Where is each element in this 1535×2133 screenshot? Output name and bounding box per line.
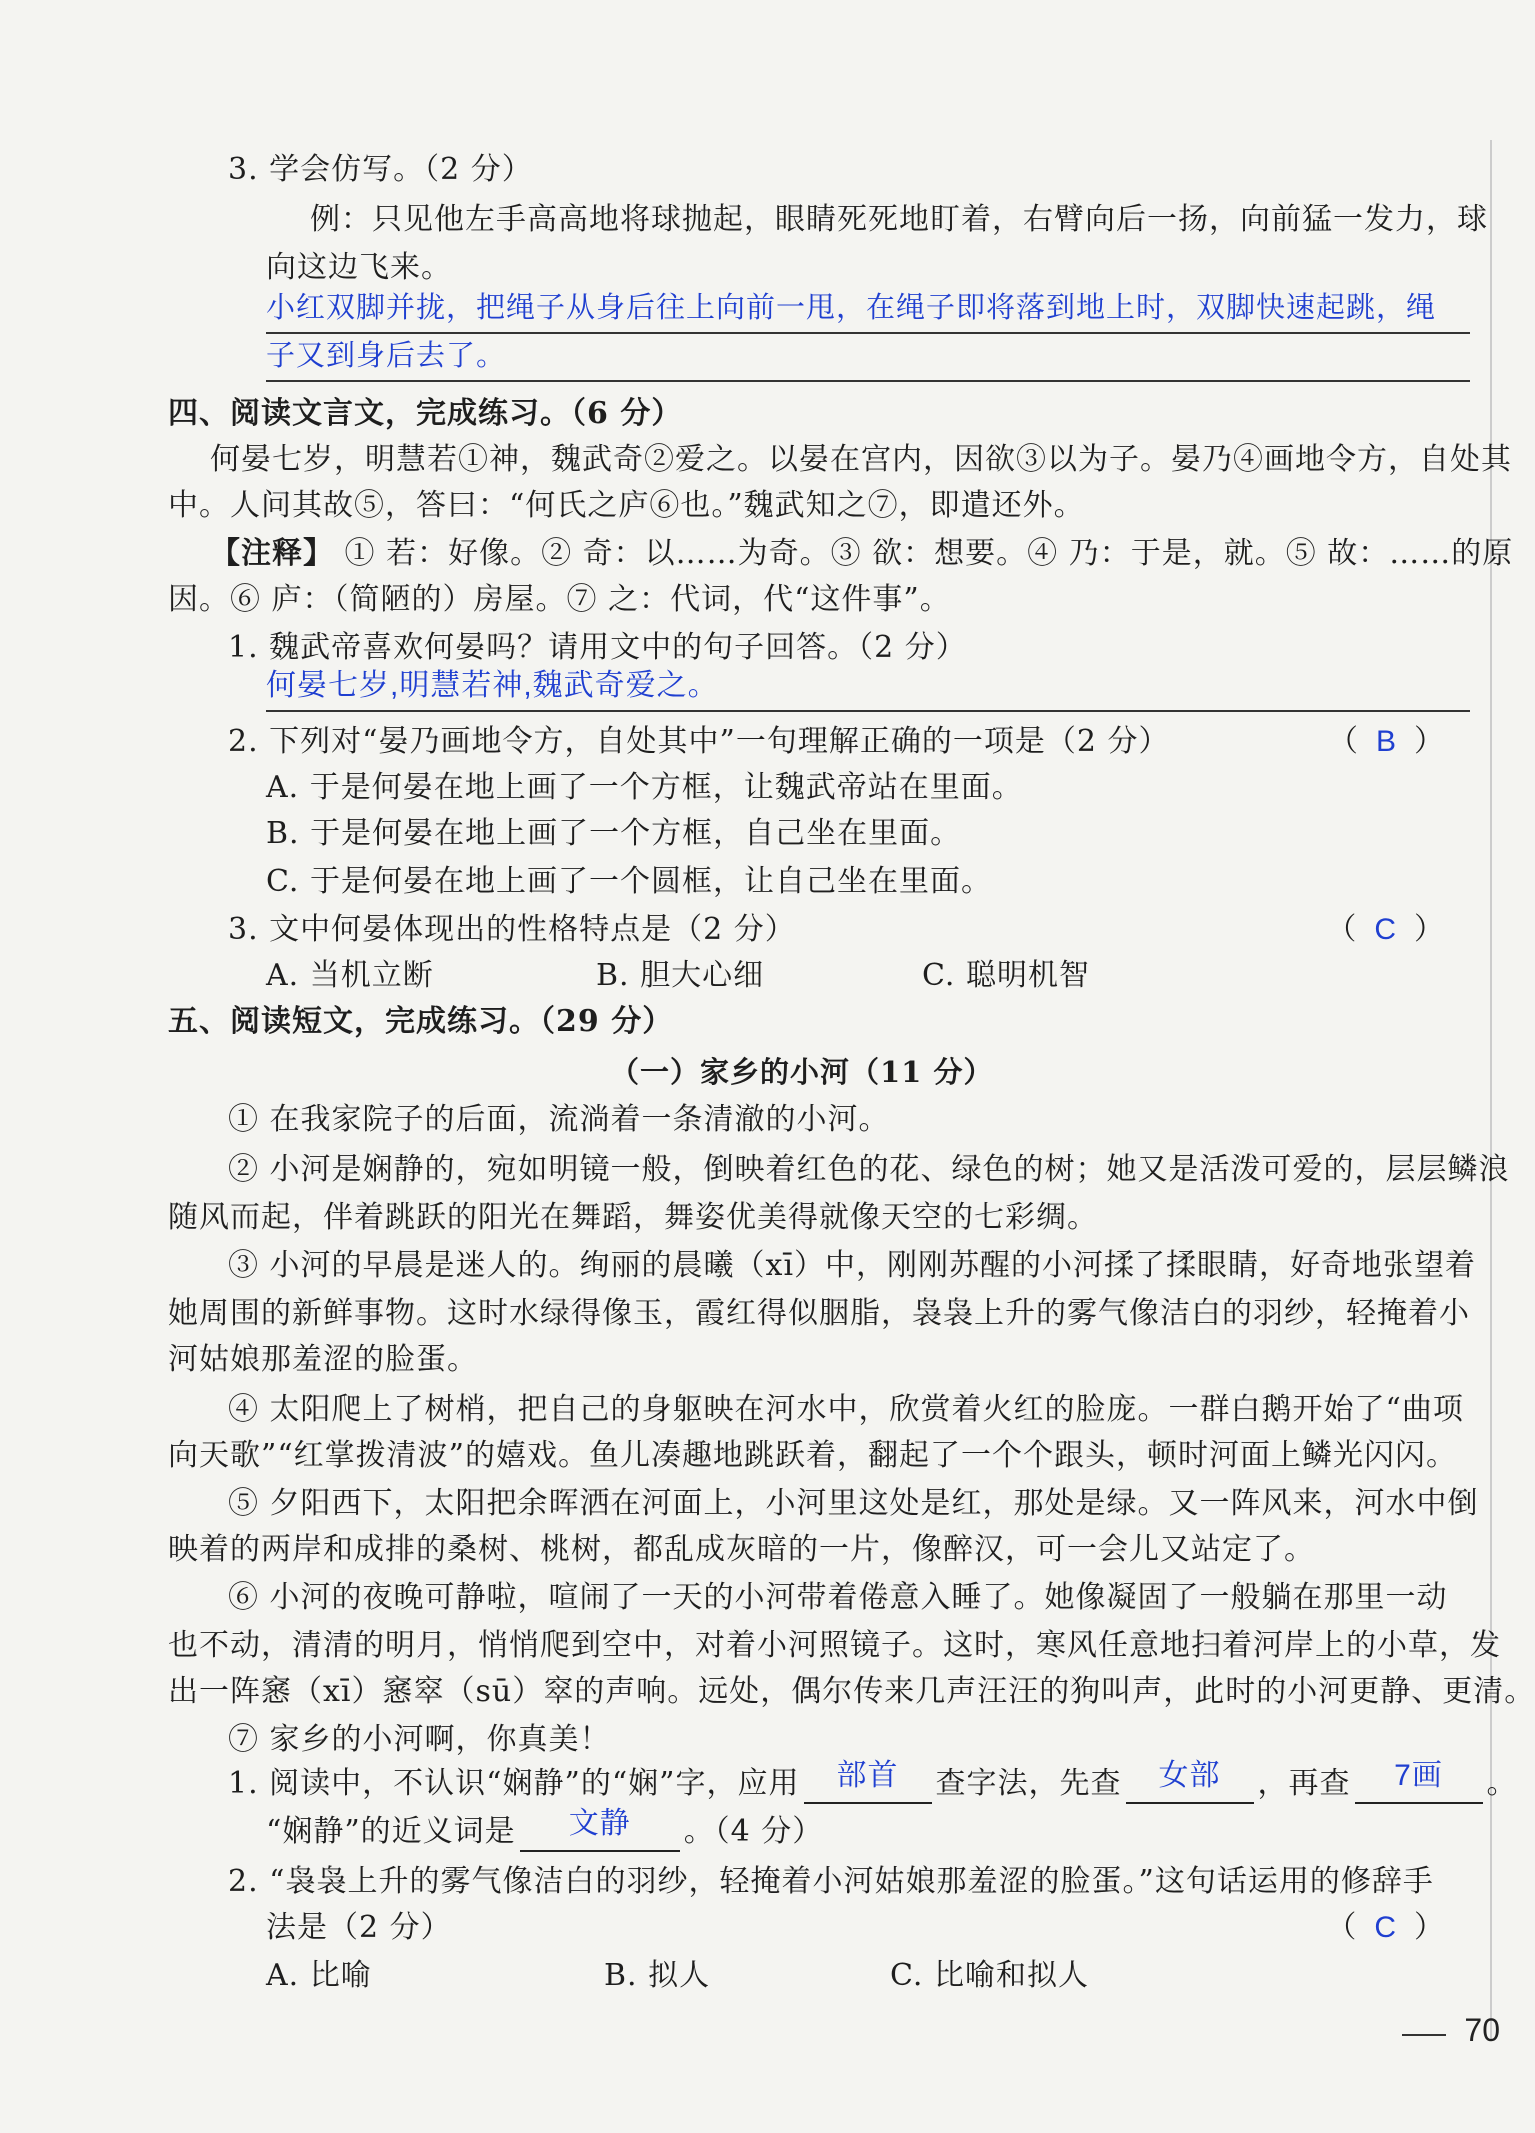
s5-q1-text3: ，再查: [1257, 1766, 1351, 1801]
answer-rule-2: [266, 380, 1470, 382]
s4-q3-option-c: C. 聪明机智: [922, 958, 1090, 993]
s4-q2-option-a: A. 于是何晏在地上画了一个方框，让魏武帝站在里面。: [266, 770, 1023, 805]
s4-q2-answer-bracket: （ B ）: [1327, 724, 1444, 759]
s4-q2-answer: B: [1375, 725, 1396, 758]
s5-q1-line1: [228, 1759, 1518, 1804]
classical-text-line1: 何晏七岁，明慧若①神，魏武奇②爱之。以晏在宫内，因欲③以为子。晏乃④画地令方，自处其: [210, 442, 1512, 477]
s5-q2-answer: C: [1374, 1911, 1396, 1944]
section4-heading: 四、阅读文言文，完成练习。（6 分）: [168, 396, 683, 431]
classical-text-line2: 中。人问其故⑤，答曰：“何氏之庐⑥也。”魏武知之⑦，即遣还外。: [168, 488, 1085, 523]
imitation-question: 3. 学会仿写。（2 分）: [228, 152, 533, 187]
para-3-line1: ③ 小河的早晨是迷人的。绚丽的晨曦（xī）中，刚刚苏醒的小河揉了揉眼睛，好奇地张望着: [228, 1248, 1477, 1283]
answer-rule-1: [266, 332, 1470, 334]
s5-q1-text5: “娴静”的近义词是: [266, 1814, 516, 1849]
imitation-example-line1: 例：只见他左手高高地将球抛起，眼睛死死地盯着，右臂向后一扬，向前猛一发力，球: [310, 202, 1488, 237]
s4-q1-answer: 何晏七岁,明慧若神,魏武奇爱之。: [266, 669, 719, 702]
s4-q3: 3. 文中何晏体现出的性格特点是（2 分）: [228, 912, 796, 947]
para-7: ⑦ 家乡的小河啊，你真美！: [228, 1722, 611, 1757]
para-6-line3: 出一阵窸（xī）窸窣（sū）窣的声响。远处，偶尔传来几声汪汪的狗叫声，此时的小河更静、更清。: [168, 1674, 1535, 1709]
blank-radical[interactable]: [1126, 1759, 1254, 1804]
s5-q2-line1: 2. “袅袅上升的雾气像洁白的羽纱，轻掩着小河姑娘那羞涩的脸蛋。”这句话运用的修辞手: [228, 1864, 1434, 1899]
para-3-line3: 河姑娘那羞涩的脸蛋。: [168, 1342, 478, 1377]
blank-radical-answer: 女部: [1158, 1759, 1221, 1792]
imitation-answer-line2: 子又到身后去了。: [266, 340, 507, 372]
notes-line2: 因。⑥ 庐：（简陋的）房屋。⑦ 之：代词，代“这件事”。: [168, 582, 951, 617]
s4-q2-option-b: B. 于是何晏在地上画了一个方框，自己坐在里面。: [266, 816, 962, 851]
para-2-line2: 随风而起，伴着跳跃的阳光在舞蹈，舞姿优美得就像天空的七彩绸。: [168, 1200, 1098, 1235]
s4-q2-option-c: C. 于是何晏在地上画了一个圆框，让自己坐在里面。: [266, 864, 992, 899]
s5-q2-option-b: B. 拟人: [604, 1958, 711, 1993]
blank-method[interactable]: [804, 1759, 932, 1804]
blank-synonym-answer: 文静: [568, 1807, 631, 1840]
s4-q3-option-a: A. 当机立断: [266, 958, 434, 993]
notes-text1: ① 若：好像。② 奇：以……为奇。③ 欲：想要。④ 乃：于是，就。⑤ 故：……的原: [344, 536, 1514, 571]
s4-q1: 1. 魏武帝喜欢何晏吗？请用文中的句子回答。（2 分）: [228, 630, 967, 665]
para-5-line1: ⑤ 夕阳西下，太阳把余晖洒在河面上，小河里这处是红，那处是绿。又一阵风来，河水中倒: [228, 1486, 1479, 1521]
para-2-line1: ② 小河是娴静的，宛如明镜一般，倒映着红色的花、绿色的树；她又是活泼可爱的，层层鳞浪: [228, 1152, 1510, 1187]
page-edge-line: [1490, 140, 1492, 2040]
s5-q1-text6: 。（4 分）: [683, 1814, 824, 1849]
s5-q2-option-c: C. 比喻和拟人: [890, 1958, 1089, 1993]
blank-strokes-answer: 7画: [1394, 1759, 1443, 1792]
s5-q2-line2: 法是（2 分）: [266, 1910, 452, 1945]
page-number-dash: [1402, 2034, 1446, 2036]
s5-q1-text4: 。: [1486, 1766, 1518, 1801]
s5-q2-option-a: A. 比喻: [266, 1958, 372, 1993]
para-4-line2: 向天歌”“红掌拨清波”的嬉戏。鱼儿凑趣地跳跃着，翻起了一个个跟头，顿时河面上鳞光闪闪。: [168, 1438, 1458, 1473]
para-1: ① 在我家院子的后面，流淌着一条清澈的小河。: [228, 1102, 890, 1137]
para-5-line2: 映着的两岸和成排的桑树、桃树，都乱成灰暗的一片，像醉汉，可一会儿又站定了。: [168, 1532, 1315, 1567]
blank-strokes[interactable]: [1355, 1759, 1483, 1804]
s5-q2-answer-bracket: （ C ）: [1326, 1910, 1444, 1945]
page-number: 70: [1464, 2012, 1500, 2048]
s4-q2: 2. 下列对“晏乃画地令方，自处其中”一句理解正确的一项是（2 分）: [228, 724, 1170, 759]
imitation-answer-line1: 小红双脚并拢，把绳子从身后往上向前一甩，在绳子即将落到地上时，双脚快速起跳，绳: [266, 292, 1437, 324]
blank-method-answer: 部首: [836, 1759, 899, 1792]
para-4-line1: ④ 太阳爬上了树梢，把自己的身躯映在河水中，欣赏着火红的脸庞。一群白鹅开始了“曲项: [228, 1392, 1464, 1427]
section5-heading: 五、阅读短文，完成练习。（29 分）: [168, 1004, 674, 1039]
notes-label: 【注释】: [210, 536, 334, 571]
para-3-line2: 她周围的新鲜事物。这时水绿得像玉，霞红得似胭脂，袅袅上升的雾气像洁白的羽纱，轻掩着小: [168, 1296, 1470, 1331]
imitation-example-line2: 向这边飞来。: [266, 250, 452, 285]
s4-q3-option-b: B. 胆大心细: [596, 958, 765, 993]
para-6-line2: 也不动，清清的明月，悄悄爬到空中，对着小河照镜子。这时，寒风任意地扫着河岸上的小草，发: [168, 1628, 1501, 1663]
s4-q3-answer-bracket: （ C ）: [1326, 912, 1444, 947]
s5-q1-line2: [266, 1807, 824, 1852]
para-6-line1: ⑥ 小河的夜晚可静啦，喧闹了一天的小河带着倦意入睡了。她像凝固了一般躺在那里一动: [228, 1580, 1448, 1615]
s5-q1-text1: 1. 阅读中，不认识“娴静”的“娴”字，应用: [228, 1766, 800, 1801]
answer-rule-3: [266, 710, 1470, 712]
notes-line1: [210, 534, 1513, 574]
passage-title: （一）家乡的小河（11 分）: [610, 1055, 994, 1089]
s4-q3-answer: C: [1374, 913, 1396, 946]
s5-q1-text2: 查字法，先查: [935, 1766, 1122, 1801]
blank-synonym[interactable]: [520, 1807, 680, 1852]
